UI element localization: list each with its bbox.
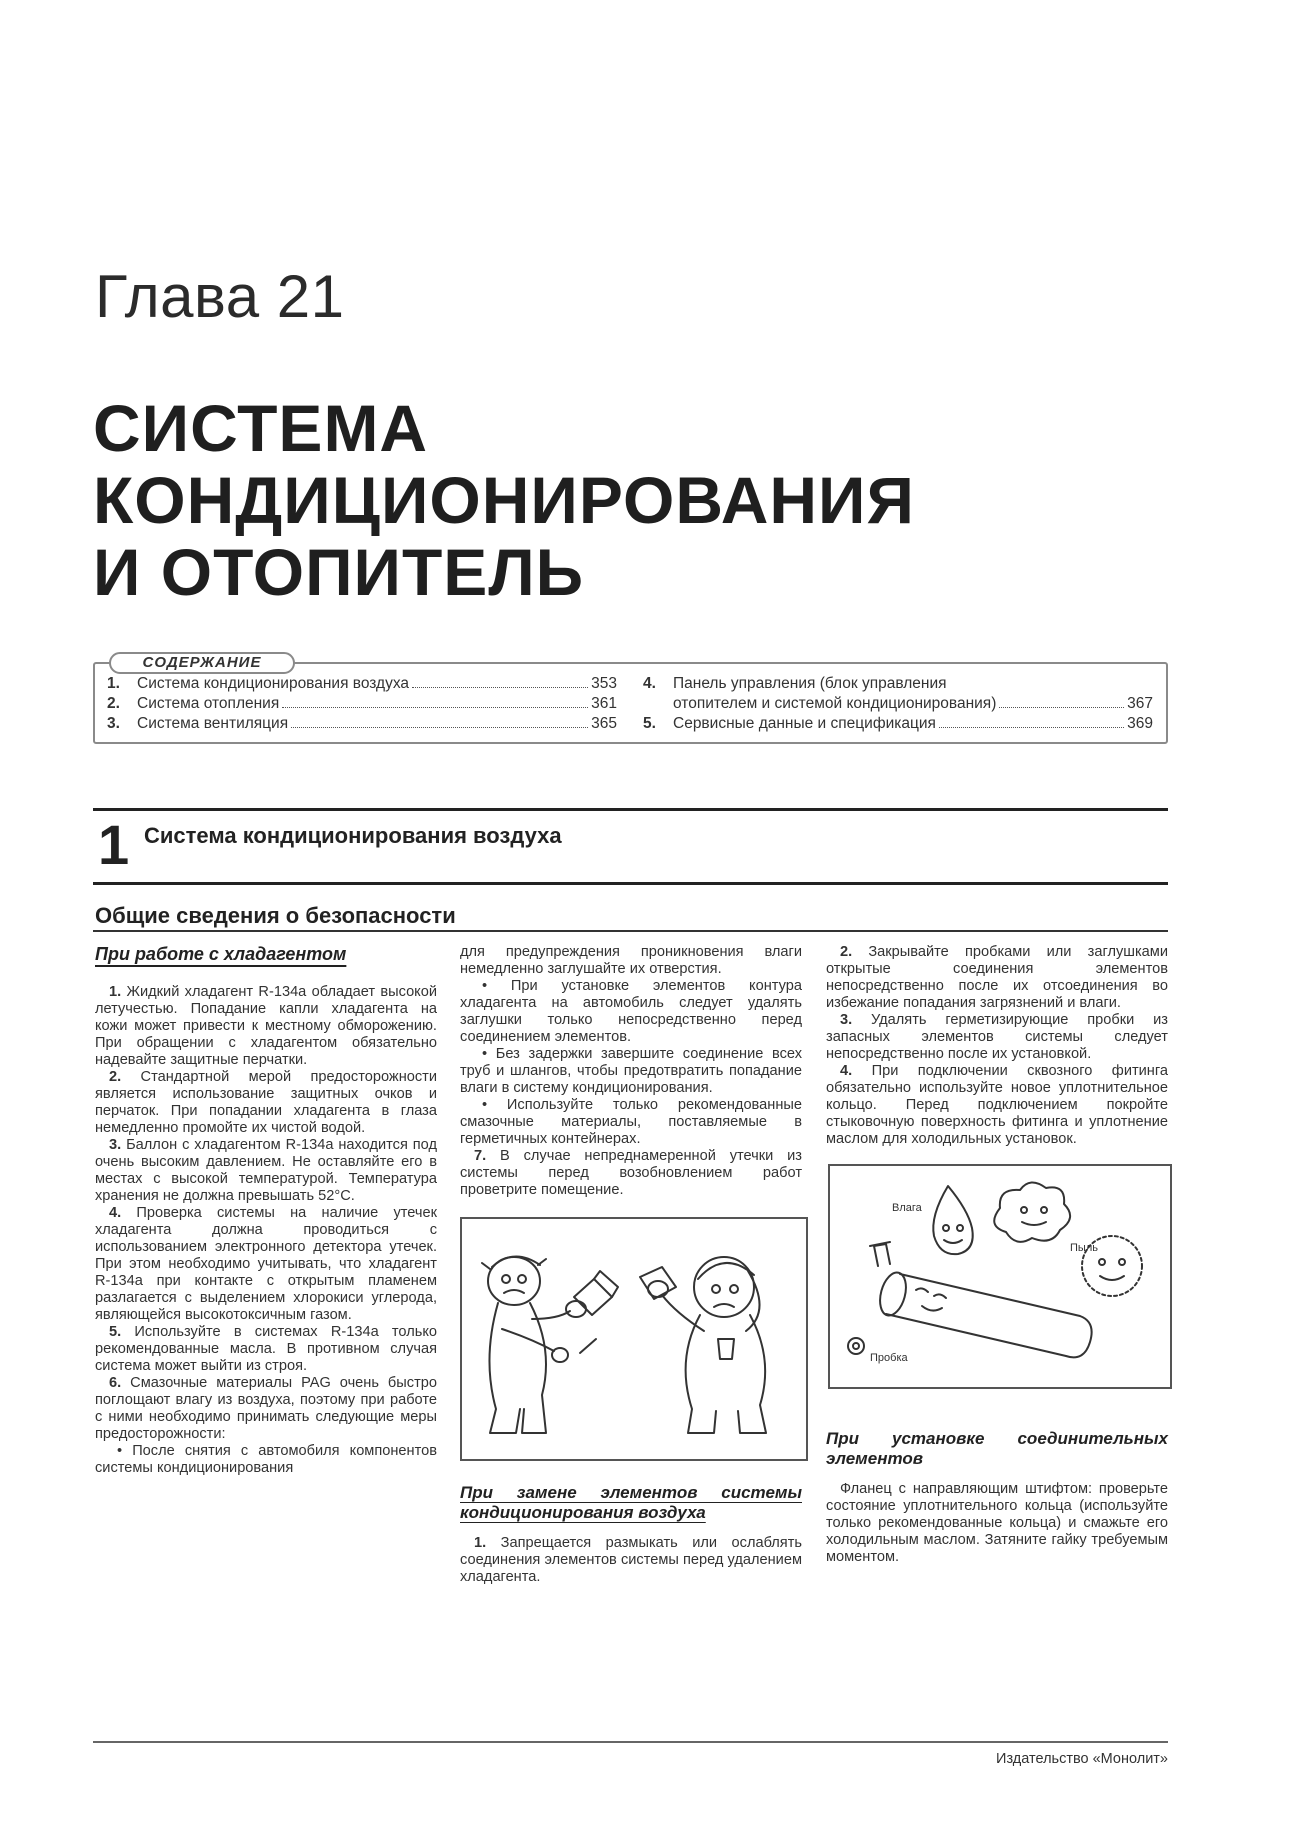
bullet-item: • После снятия с автомобиля компонентов системы кондиционирования	[95, 1443, 437, 1476]
section-number: 1	[98, 813, 130, 876]
figure-label-dust: Пыль	[1070, 1242, 1098, 1254]
paragraph: 1. Жидкий хладагент R-134a обладает высокой летучестью. Попадание капли хладагента на кожи может привести к местному обморожению. При обращении с хладагентом обязательно надевайте защитные перчатки.	[95, 984, 437, 1068]
title-line: СИСТЕМА	[93, 391, 429, 465]
toc-column-right	[643, 674, 1153, 734]
column-heading: При замене элементов системы кондиционирования воздуха	[460, 1483, 802, 1522]
chapter-label: Глава 21	[95, 263, 345, 330]
table-of-contents	[93, 654, 1168, 744]
figure-label-moisture: Влага	[892, 1202, 922, 1214]
paragraph: 2. Закрывайте пробками или заглушками открытые соединения элементов непосредственно после их отсоединения во избежание попадания загрязнений и влаги.	[826, 944, 1168, 1011]
toc-item-continued[interactable]: отопителем и системой кондиционирования) 367	[673, 695, 1153, 712]
title-line: КОНДИЦИОНИРОВАНИЯ	[93, 463, 915, 537]
illustration-refrigerant-safety	[460, 1217, 808, 1461]
paragraph: 4. При подключении сквозного фитинга обязательно используйте новое уплотнительное кольцо. Перед подключением покройте стыковочную поверхность фитинга и уплотнение маслом для холодильных установок.	[826, 1063, 1168, 1147]
footer-rule	[93, 1741, 1168, 1743]
bullet-item: • Используйте только рекомендованные смазочные материалы, поставляемые в герметичных контейнерах.	[460, 1097, 802, 1147]
bullet-item: • При установке элементов контура хладагента на автомобиль следует удалять заглушки только непосредственно перед соединением элементов.	[460, 978, 802, 1045]
paragraph: 2. Стандартной мерой предосторожности является использование защитных очков и перчаток. При попадании хладагента в глаза немедленно промойте их чистой водой.	[95, 1069, 437, 1136]
publisher-footer: Издательство «Монолит»	[996, 1751, 1168, 1767]
toc-column-left	[107, 674, 617, 734]
paragraph: 6. Смазочные материалы PAG очень быстро поглощают влагу из воздуха, поэтому при работе с ними необходимо принимать следующие меры предосторожности:	[95, 1375, 437, 1442]
text-column-2	[460, 944, 802, 1586]
cartoon-figures-image	[462, 1219, 806, 1459]
column-heading: При установке соединительных элементов	[826, 1429, 1168, 1468]
paragraph: Фланец с направляющим штифтом: проверьте состояние уплотнительного кольца (используйте только рекомендованные кольца) и смажьте его холодильным маслом. Затяните гайку требуемым моментом.	[826, 1481, 1168, 1565]
toc-item[interactable]: 5. Сервисные данные и спецификация 369	[643, 715, 1153, 732]
subsection-rule	[93, 930, 1168, 932]
figure-label-plug: Пробка	[870, 1352, 908, 1364]
section-rule-bottom	[93, 882, 1168, 885]
section-title: Система кондиционирования воздуха	[144, 823, 562, 848]
toc-item[interactable]: 4. Панель управления (блок управления	[643, 675, 947, 692]
toc-label: СОДЕРЖАНИЕ	[109, 652, 295, 674]
illustration-contaminants	[828, 1164, 1172, 1389]
text-column-1	[95, 944, 437, 1477]
subsection-heading: Общие сведения о безопасности	[95, 903, 456, 928]
paragraph: 5. Используйте в системах R-134a только рекомендованные масла. В противном случая система может выйти из строя.	[95, 1324, 437, 1374]
column-heading: При работе с хладагентом	[95, 944, 347, 964]
text-column-3	[826, 944, 1168, 1566]
chapter-title	[93, 392, 915, 608]
toc-item[interactable]: 3. Система вентиляция 365	[107, 715, 617, 732]
toc-item[interactable]: 1. Система кондиционирования воздуха 353	[107, 675, 617, 692]
title-line: И ОТОПИТЕЛЬ	[93, 535, 585, 609]
paragraph: 4. Проверка системы на наличие утечек хладагента должна проводиться с использованием электронного детектора утечек. При этом необходимо учитывать, что хладагент R-134a при контакте с открытым пламенем разлагается с выделением хлорокиси углерода, являющейся высокотоксичным газом.	[95, 1205, 438, 1323]
toc-item[interactable]: 2. Система отопления 361	[107, 695, 617, 712]
paragraph: 3. Удалять герметизирующие пробки из запасных элементов системы следует непосредственно после их установкой.	[826, 1012, 1168, 1062]
paragraph: 7. В случае непреднамеренной утечки из системы перед возобновлением работ проветрите помещение.	[460, 1148, 802, 1198]
paragraph: для предупреждения проникновения влаги немедленно заглушайте их отверстия.	[460, 944, 802, 977]
paragraph: 3. Баллон с хладагентом R-134a находится под очень высоким давлением. Не оставляйте его в местах с высокой температурой. Температура хранения не должна превышать 52°С.	[95, 1137, 437, 1204]
section-rule-top	[93, 808, 1168, 811]
paragraph: 1. Запрещается размыкать или ослаблять соединения элементов системы перед удалением хладагента.	[460, 1535, 802, 1585]
bullet-item: • Без задержки завершите соединение всех труб и шлангов, чтобы предотвратить попадание влаги в систему кондиционирования.	[460, 1046, 802, 1096]
